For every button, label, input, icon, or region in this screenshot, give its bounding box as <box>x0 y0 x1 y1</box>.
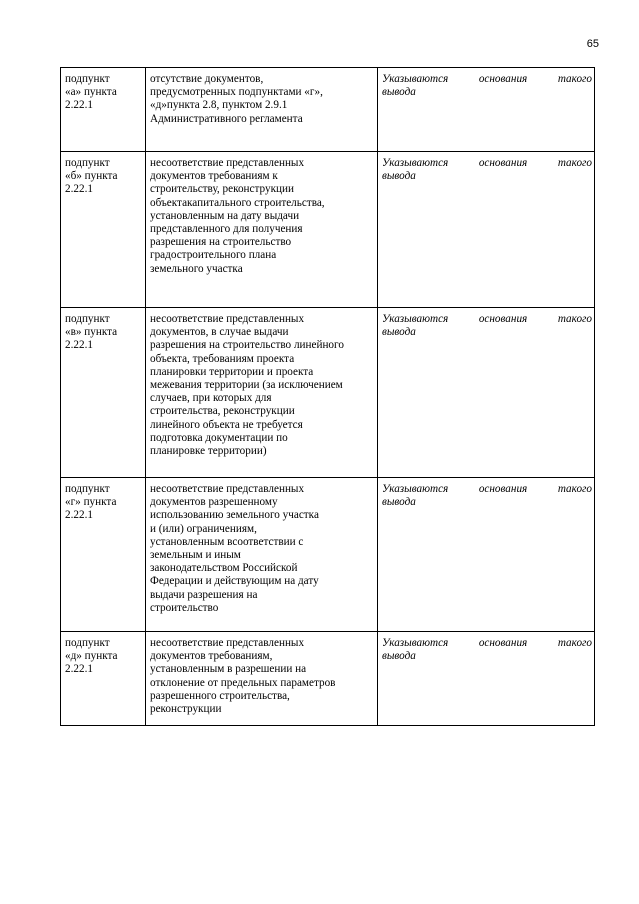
subparagraph-cell <box>61 68 146 152</box>
reason-text: несоответствие представленных документов разрешенному использованию земельного участка и (или) ограничениям, установленным всоответствии с земельным и иным законодательством Российской Федерации и действующим на дату выдачи разрешения на строительство <box>150 483 319 614</box>
outcome-word: такого <box>557 483 592 495</box>
outcome-word: вывода <box>382 496 416 509</box>
subparagraph-cell <box>61 478 146 632</box>
outcome-word: основания <box>478 73 528 85</box>
outcome-cell <box>378 632 595 726</box>
subparagraph-cell <box>61 632 146 726</box>
subparagraph-label: подпункт «д» пункта 2.22.1 <box>65 637 118 676</box>
outcome-word: Указываются <box>382 73 449 85</box>
reason-cell <box>146 152 378 308</box>
page-number: 65 <box>586 38 599 50</box>
reason-text: отсутствие документов, предусмотренных подпунктами «г», «д»пункта 2.8, пунктом 2.9.1 Административного регламента <box>150 73 323 125</box>
outcome-cell <box>378 68 595 152</box>
reason-cell <box>146 478 378 632</box>
outcome-text <box>382 157 592 183</box>
outcome-text <box>382 483 592 509</box>
outcome-text <box>382 313 592 339</box>
outcome-word: Указываются <box>382 483 449 495</box>
outcome-text <box>382 73 592 99</box>
subparagraph-label: подпункт «г» пункта 2.22.1 <box>65 483 117 522</box>
outcome-word: такого <box>557 157 592 169</box>
table-row <box>61 308 595 478</box>
outcome-word: такого <box>557 73 592 85</box>
reason-text: несоответствие представленных документов требованиям к строительству, реконструкции объектакапитального строительства, установленным на дату выдачи представленного для получения разрешения на строительство градостроительного плана земельного участка <box>150 157 325 275</box>
outcome-word: основания <box>478 313 528 325</box>
outcome-cell <box>378 152 595 308</box>
subparagraph-label: подпункт «а» пункта 2.22.1 <box>65 73 117 112</box>
reason-cell <box>146 308 378 478</box>
outcome-word: Указываются <box>382 157 449 169</box>
outcome-cell <box>378 308 595 478</box>
subparagraph-label: подпункт «в» пункта 2.22.1 <box>65 313 118 352</box>
outcome-word: основания <box>478 483 528 495</box>
outcome-word: вывода <box>382 170 416 183</box>
outcome-word: основания <box>478 637 528 649</box>
reason-text: несоответствие представленных документов требованиям, установленным в разрешении на отклонение от предельных параметров разрешенного строительства, реконструкции <box>150 637 336 716</box>
outcome-text <box>382 637 592 663</box>
reason-cell <box>146 632 378 726</box>
outcome-word: вывода <box>382 650 416 663</box>
outcome-word: основания <box>478 157 528 169</box>
table-row <box>61 632 595 726</box>
table-row <box>61 152 595 308</box>
outcome-word: Указываются <box>382 637 449 649</box>
subparagraph-label: подпункт «б» пункта 2.22.1 <box>65 157 118 196</box>
outcome-word: Указываются <box>382 313 449 325</box>
outcome-word: вывода <box>382 86 416 99</box>
outcome-cell <box>378 478 595 632</box>
reason-text: несоответствие представленных документов, в случае выдачи разрешения на строительство линейного объекта, требованиям проекта планировки территории и проекта межевания территории (за исключением случаев, при которых для строительства, реконструкции линейного объекта не требуется подготовка документации по планировке территории) <box>150 313 344 458</box>
subparagraph-cell <box>61 308 146 478</box>
outcome-word: такого <box>557 313 592 325</box>
table-row <box>61 68 595 152</box>
reason-cell <box>146 68 378 152</box>
outcome-word: вывода <box>382 326 416 339</box>
subparagraph-cell <box>61 152 146 308</box>
refusal-grounds-table <box>60 67 595 726</box>
table-row <box>61 478 595 632</box>
outcome-word: такого <box>557 637 592 649</box>
